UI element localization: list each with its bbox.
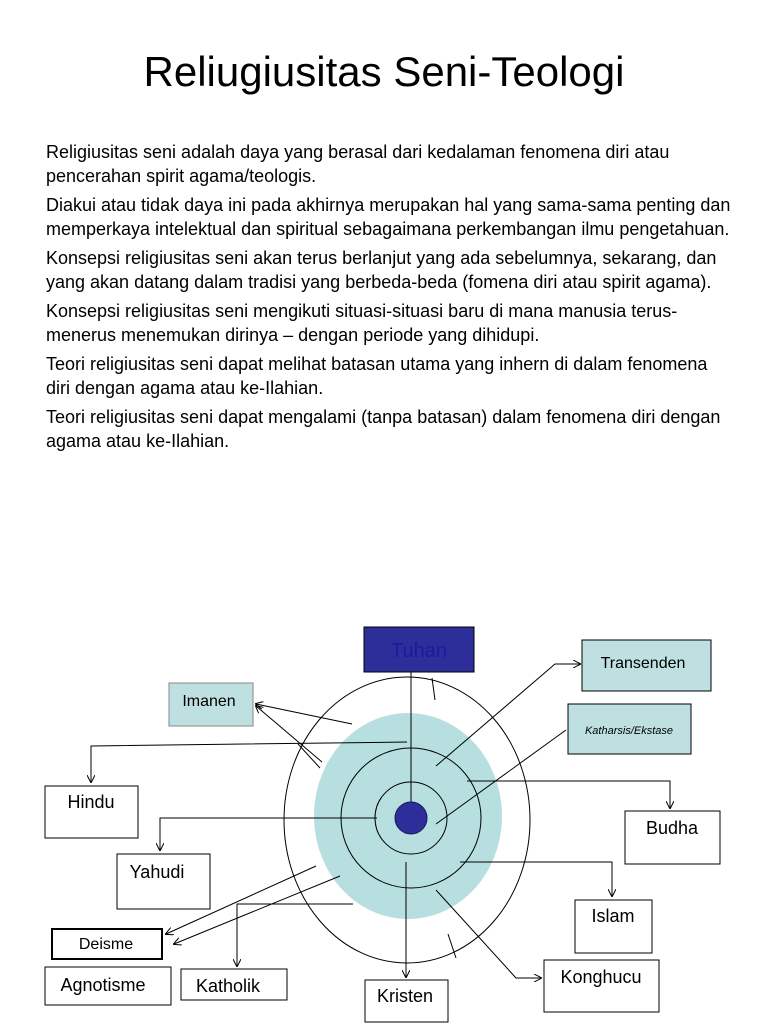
kristen-label: Kristen (376, 986, 434, 1006)
hindu-label: Hindu (67, 792, 115, 812)
tuhan-label: Tuhan (391, 640, 447, 662)
paragraph: Konsepsi religiusitas seni mengikuti situasi-situasi baru di mana manusia terus-menerus menemukan dirinya – dengan periode yang dihidupi. (46, 301, 678, 345)
yahudi-label: Yahudi (129, 862, 185, 882)
imanen-label: Imanen (182, 693, 236, 710)
paragraph: Diakui atau tidak daya ini pada akhirnya merupakan hal yang sama-sama penting dan memperkaya intelektual dan spiritual sebagaimana perkembangan ilmu pengetahuan. (46, 195, 731, 239)
budha-label: Budha (645, 818, 699, 838)
slide-title: Reliugiusitas Seni-Teologi (143, 48, 625, 95)
paragraph: Konsepsi religiusitas seni akan terus berlanjut yang ada sebelumnya, sekarang, dan yang akan datang dalam tradisi yang berbeda-beda (fomena diri atau spirit agama). (46, 248, 717, 292)
katharsis-label: Katharsis/Ekstase (584, 725, 674, 737)
konghucu-label: Konghucu (560, 967, 642, 987)
transenden-label: Transenden (600, 655, 686, 672)
core-dot (395, 802, 427, 834)
agnotisme-label: Agnotisme (60, 975, 146, 995)
paragraph: Religiusitas seni adalah daya yang berasal dari kedalaman fenomena diri atau pencerahan spirit agama/teologis. (46, 142, 670, 186)
paragraph: Teori religiusitas seni dapat melihat batasan utama yang inhern di dalam fenomena diri dengan agama atau ke-Ilahian. (46, 354, 708, 398)
deisme-label: Deisme (78, 936, 134, 953)
paragraph: Teori religiusitas seni dapat mengalami (tanpa batasan) dalam fenomena diri dengan agama atau ke-Ilahian. (46, 407, 721, 451)
katholik-label: Katholik (195, 976, 261, 996)
islam-label: Islam (591, 906, 635, 926)
